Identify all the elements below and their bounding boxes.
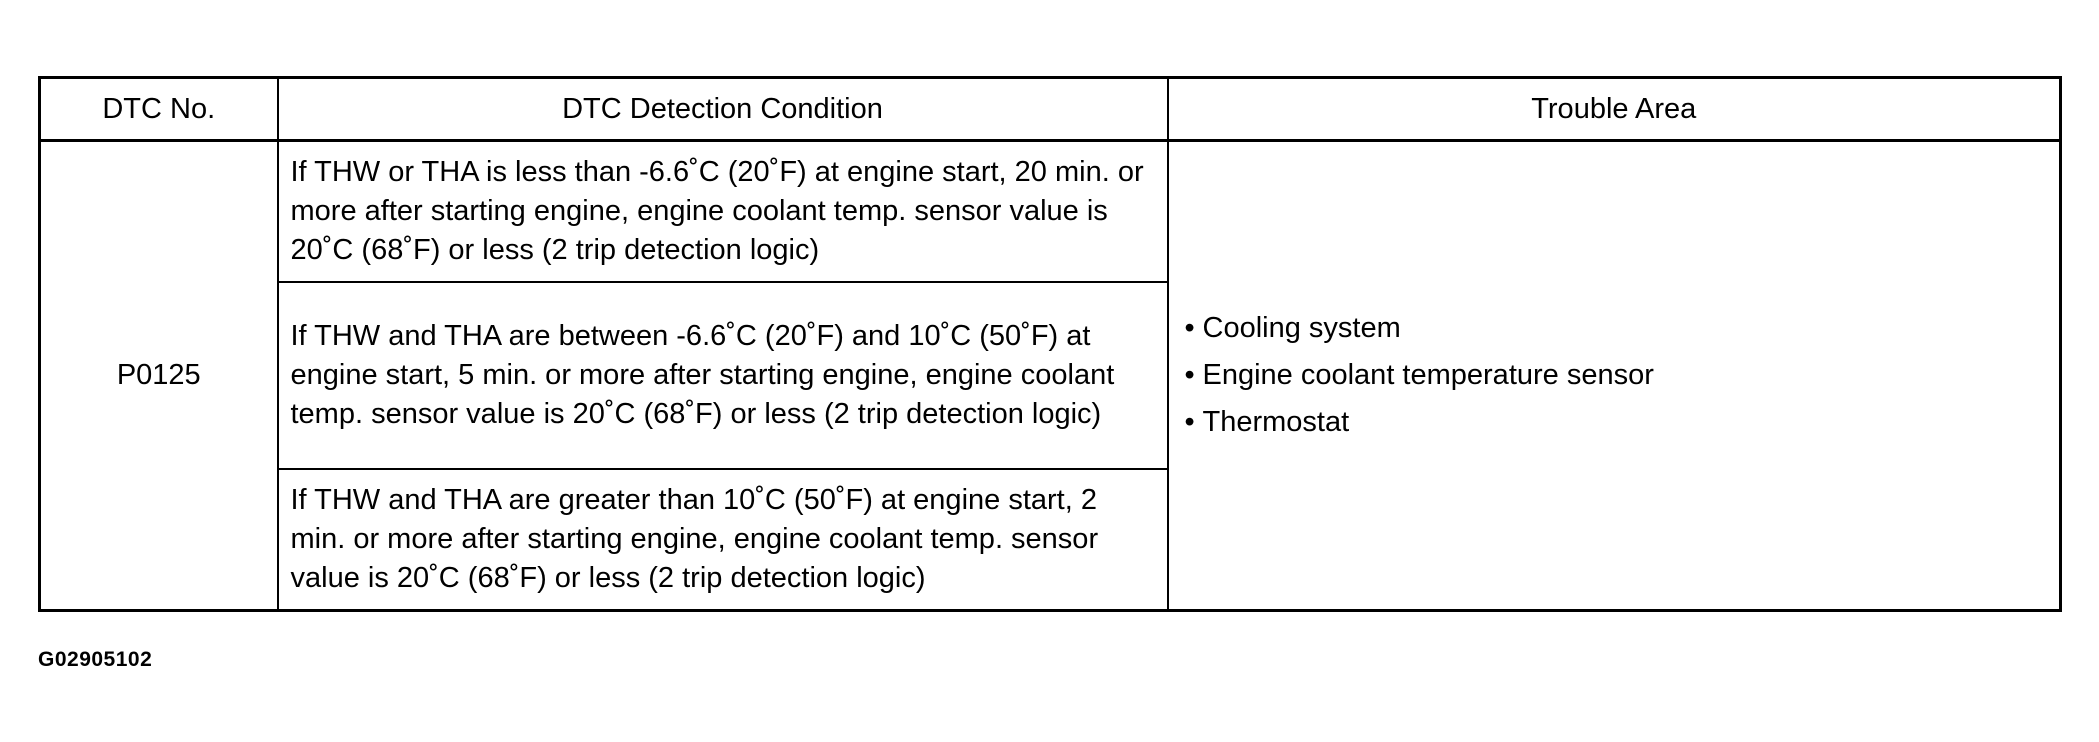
header-dtc-no: DTC No. bbox=[40, 78, 278, 141]
figure-id: G02905102 bbox=[38, 648, 153, 671]
header-trouble-area: Trouble Area bbox=[1168, 78, 2061, 141]
bullet-icon: • bbox=[1184, 359, 1195, 391]
list-item bbox=[1185, 305, 2060, 352]
detection-condition-2: If THW and THA are between -6.6˚C (20˚F) and 10˚C (50˚F) at engine start, 5 min. or more after starting engine, engine coolant temp. sensor value is 20˚C (68˚F) or less (2 trip detection logic) bbox=[278, 282, 1168, 469]
header-detection-condition: DTC Detection Condition bbox=[278, 78, 1168, 141]
trouble-area-item: Thermostat bbox=[1202, 406, 1350, 438]
dtc-table bbox=[38, 76, 2062, 612]
trouble-area-item: Cooling system bbox=[1202, 312, 1401, 344]
list-item bbox=[1185, 352, 2060, 399]
list-item bbox=[1185, 399, 2060, 446]
bullet-icon: • bbox=[1184, 406, 1195, 438]
detection-condition-1: If THW or THA is less than -6.6˚C (20˚F) at engine start, 20 min. or more after starting engine, engine coolant temp. sensor value is 20˚C (68˚F) or less (2 trip detection logic) bbox=[278, 141, 1168, 283]
dtc-number-cell: P0125 bbox=[40, 141, 278, 611]
bullet-icon: • bbox=[1184, 312, 1195, 344]
table-header-row bbox=[40, 78, 2061, 141]
trouble-area-item: Engine coolant temperature sensor bbox=[1202, 359, 1654, 391]
trouble-area-cell bbox=[1168, 141, 2061, 611]
table-row bbox=[40, 141, 2061, 283]
detection-condition-3: If THW and THA are greater than 10˚C (50˚F) at engine start, 2 min. or more after starting engine, engine coolant temp. sensor value is 20˚C (68˚F) or less (2 trip detection logic) bbox=[278, 469, 1168, 611]
trouble-area-list bbox=[1185, 305, 2060, 446]
